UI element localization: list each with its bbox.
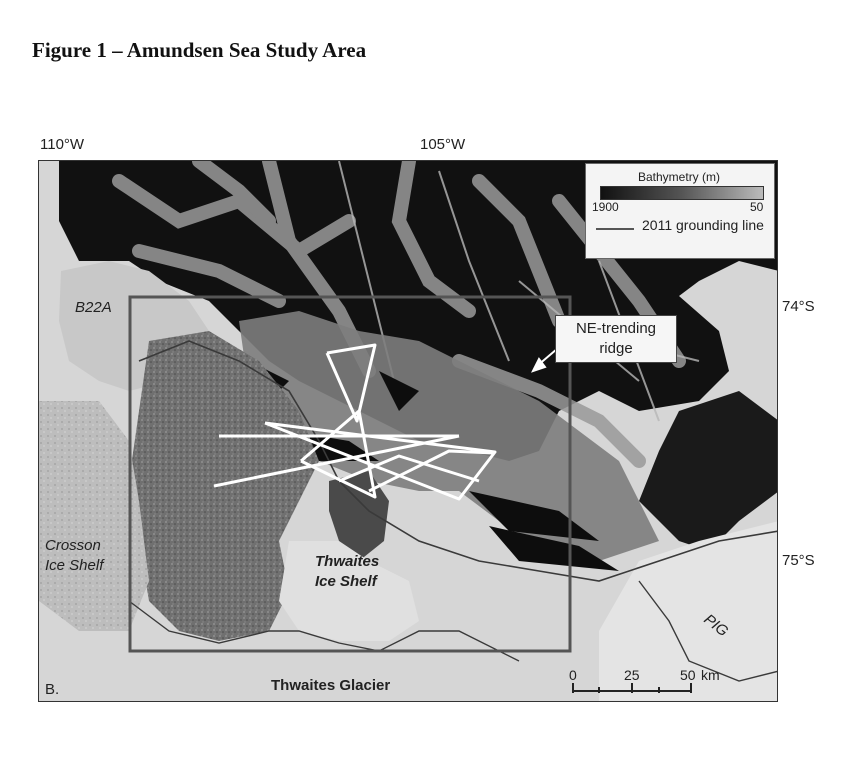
label-thwaites-ice-shelf-line-1: Thwaites — [315, 553, 380, 570]
label-pig: PIG — [700, 610, 732, 641]
legend-box — [585, 163, 775, 259]
callout-line-2: ridge — [599, 340, 633, 357]
legend-max-value: 50 — [750, 200, 764, 214]
label-thwaites-glacier: Thwaites Glacier — [271, 677, 391, 694]
scale-tick-0: 0 — [569, 667, 577, 683]
ne-trending-ridge-callout — [555, 315, 677, 363]
legend-grounding-line-swatch — [596, 228, 634, 230]
scale-tick-25: 25 — [624, 667, 640, 683]
legend-min-value: 1900 — [592, 200, 619, 214]
scale-unit: km — [701, 667, 720, 683]
label-crosson-line-2: Ice Shelf — [45, 557, 104, 574]
label-thwaites-ice-shelf-line-2: Ice Shelf — [315, 573, 377, 590]
callout-line-1: NE-trending — [575, 320, 657, 337]
bathymetry-color-bar — [600, 186, 764, 200]
longitude-tick-110w: 110°W — [40, 136, 85, 153]
longitude-tick-105w: 105°W — [420, 136, 466, 153]
figure-title: Figure 1 – Amundsen Sea Study Area — [32, 38, 367, 62]
panel-label: B. — [45, 681, 60, 698]
latitude-tick-74s: 74°S — [782, 298, 815, 315]
map-panel — [38, 160, 778, 702]
label-b22a: B22A — [75, 299, 112, 316]
label-crosson-line-1: Crosson — [45, 537, 101, 554]
legend-title: Bathymetry (m) — [638, 170, 721, 184]
latitude-tick-75s: 75°S — [782, 552, 815, 569]
scale-tick-50: 50 — [680, 667, 696, 683]
legend-grounding-line-label: 2011 grounding line — [642, 217, 764, 233]
